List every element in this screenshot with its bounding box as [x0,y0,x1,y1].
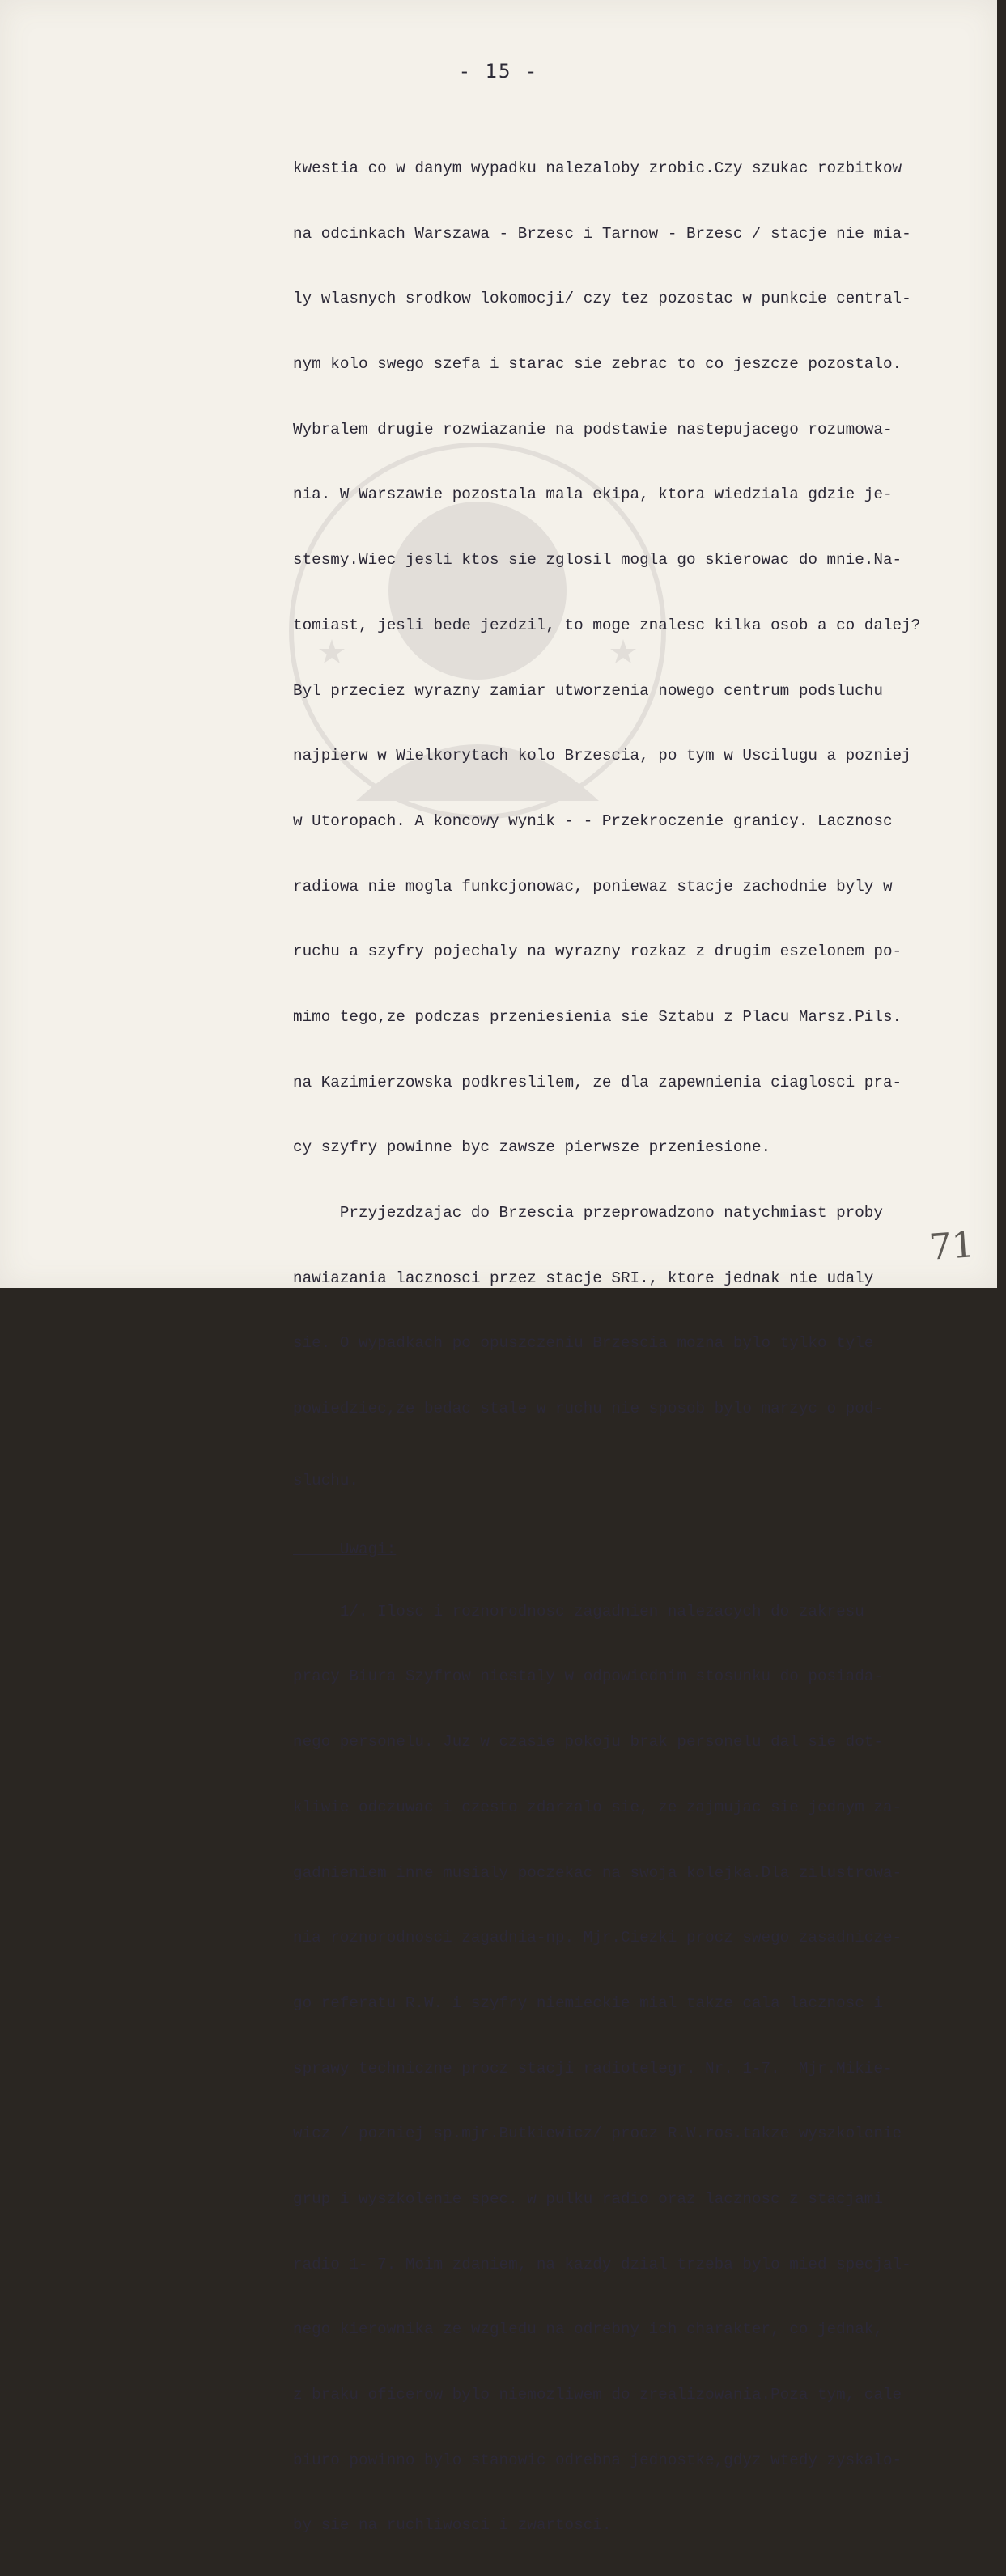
text-line: sluchu. [293,1471,359,1489]
text-line: radio 1- 7. Moim zdaniem, na kazdy dzial trzeba bylo mied specjal- [293,2255,911,2273]
text-line: stesmy.Wiec jesli ktos sie zglosil mogla go skierowac do mnie.Na- [293,551,902,570]
handwritten-page-number: 71 [927,1224,976,1269]
text-line: sie. O wypadkach po opuszczeniu Brzescia mozna bylo tylko tyle [293,1334,874,1353]
text-line: gadnieniem inne musialy poczekac na swoja kolejka.Dla zilustrowa- [293,1863,902,1882]
text-line: by sie na ruchliwosci i zwartosci. [293,2516,612,2535]
text-line: go referatu R.W. i szyfry niemieckie mial takze cala lacznosc i [293,1993,883,2012]
text-line: na Kazimierzowska podkreslilem, ze dla zapewnienia ciaglosci pra- [293,1073,902,1091]
text-line: pracy Biura Szyfrow niestaly w odpowiednim stosunku do posiada- [293,1667,883,1686]
text-line: w Utoropach. A koncowy wynik - - Przekroczenie granicy. Lacznosc [293,811,893,830]
text-line: nego personelu. Juz w czasie pokoju brak personelu dal sie dot- [293,1733,883,1752]
text-line: nym kolo swego szefa i starac sie zebrac to co jeszcze pozostalo. [293,355,902,374]
text-line: Wybralem drugie rozwiazanie na podstawie nastepujacego rozumowa- [293,420,893,439]
text-line: najpierw w Wielkorytach kolo Brzescia, po tym w Uscilugu a pozniej [293,747,911,765]
text-line: na odcinkach Warszawa - Brzesc i Tarnow - Brzesc / stacje nie mia- [293,224,911,243]
typed-body [293,118,920,2576]
text-line: kwestia co w danym wypadku nalezaloby zrobic.Czy szukac rozbitkow [293,159,902,177]
text-line: Przyjezdzajac do Brzescia przeprowadzono natychmiast proby [293,1204,883,1222]
text-line: sprawy techniczne procz stacji radiotelegr. Nr. 1-7. Mjr.Mikie- [293,2059,893,2078]
text-line: nawiazania lacznosci przez stacje SRI., ktore jednak nie udaly [293,1269,874,1287]
text-line: biuro powinno bylo stanowic odrebna jednostke,gdyz wtedy zyskalo- [293,2451,902,2469]
text-line: tomiast, jesli bede jezdzil, to moge znalesc kilka osob a co dalej? [293,616,921,634]
text-line: ruchu a szyfry pojechaly na wyrazny rozkaz z drugim eszelonem po- [293,943,902,961]
text-line: mimo tego,ze podczas przeniesienia sie Sztabu z Placu Marsz.Pils. [293,1007,902,1026]
text-line: wicz / pozniej sp.mjr.Butkiewicz/ procz R.W.ros.takze wyszkolenie [293,2125,902,2143]
text-line: 1/. Ilosc i roznorodnosc zagadnien nalezacych do zakresu [293,1602,864,1621]
page-number: - 15 - [458,60,539,83]
text-line: Byl przeciez wyrazny zamiar utworzenia nowego centrum podsluchu [293,681,883,700]
text-line: grup i wyszkolenie spec. w pulku radio oraz lacznosc z stacjami [293,2189,883,2208]
text-line: nia. W Warszawie pozostala mala ekipa, ktora wiedziala gdzie je- [293,485,893,504]
text-line: powiedziec,ze bedac stale w ruchu nie sposob bylo marzyc o pod- [293,1400,883,1418]
text-line: radiowa nie mogla funkcjonowac, poniewaz stacje zachodnie byly w [293,877,893,896]
text-line: nego kierownika ze wzgledu na odrebny ich charakter, co jednak, [293,2320,883,2339]
section-heading-uwagi: Uwagi: [293,1540,397,1558]
text-line: kliwie odczuwac i czesto zdarzalo sie, ze zajmujac sie jednym za- [293,1798,902,1816]
text-line: cy szyfry powinne byc zawsze pierwsze przeniesione. [293,1138,771,1157]
text-line: z braku oficerow bylo niemozliwem do zrealizowania.Poza tym, cale [293,2386,902,2404]
text-line: nia roznorodnosci zagadnia-np. Mjr.Ciezki procz swego zasadnicze- [293,1929,902,1947]
text-line: ly wlasnych srodkow lokomocji/ czy tez pozostac w punkcie central- [293,290,911,308]
